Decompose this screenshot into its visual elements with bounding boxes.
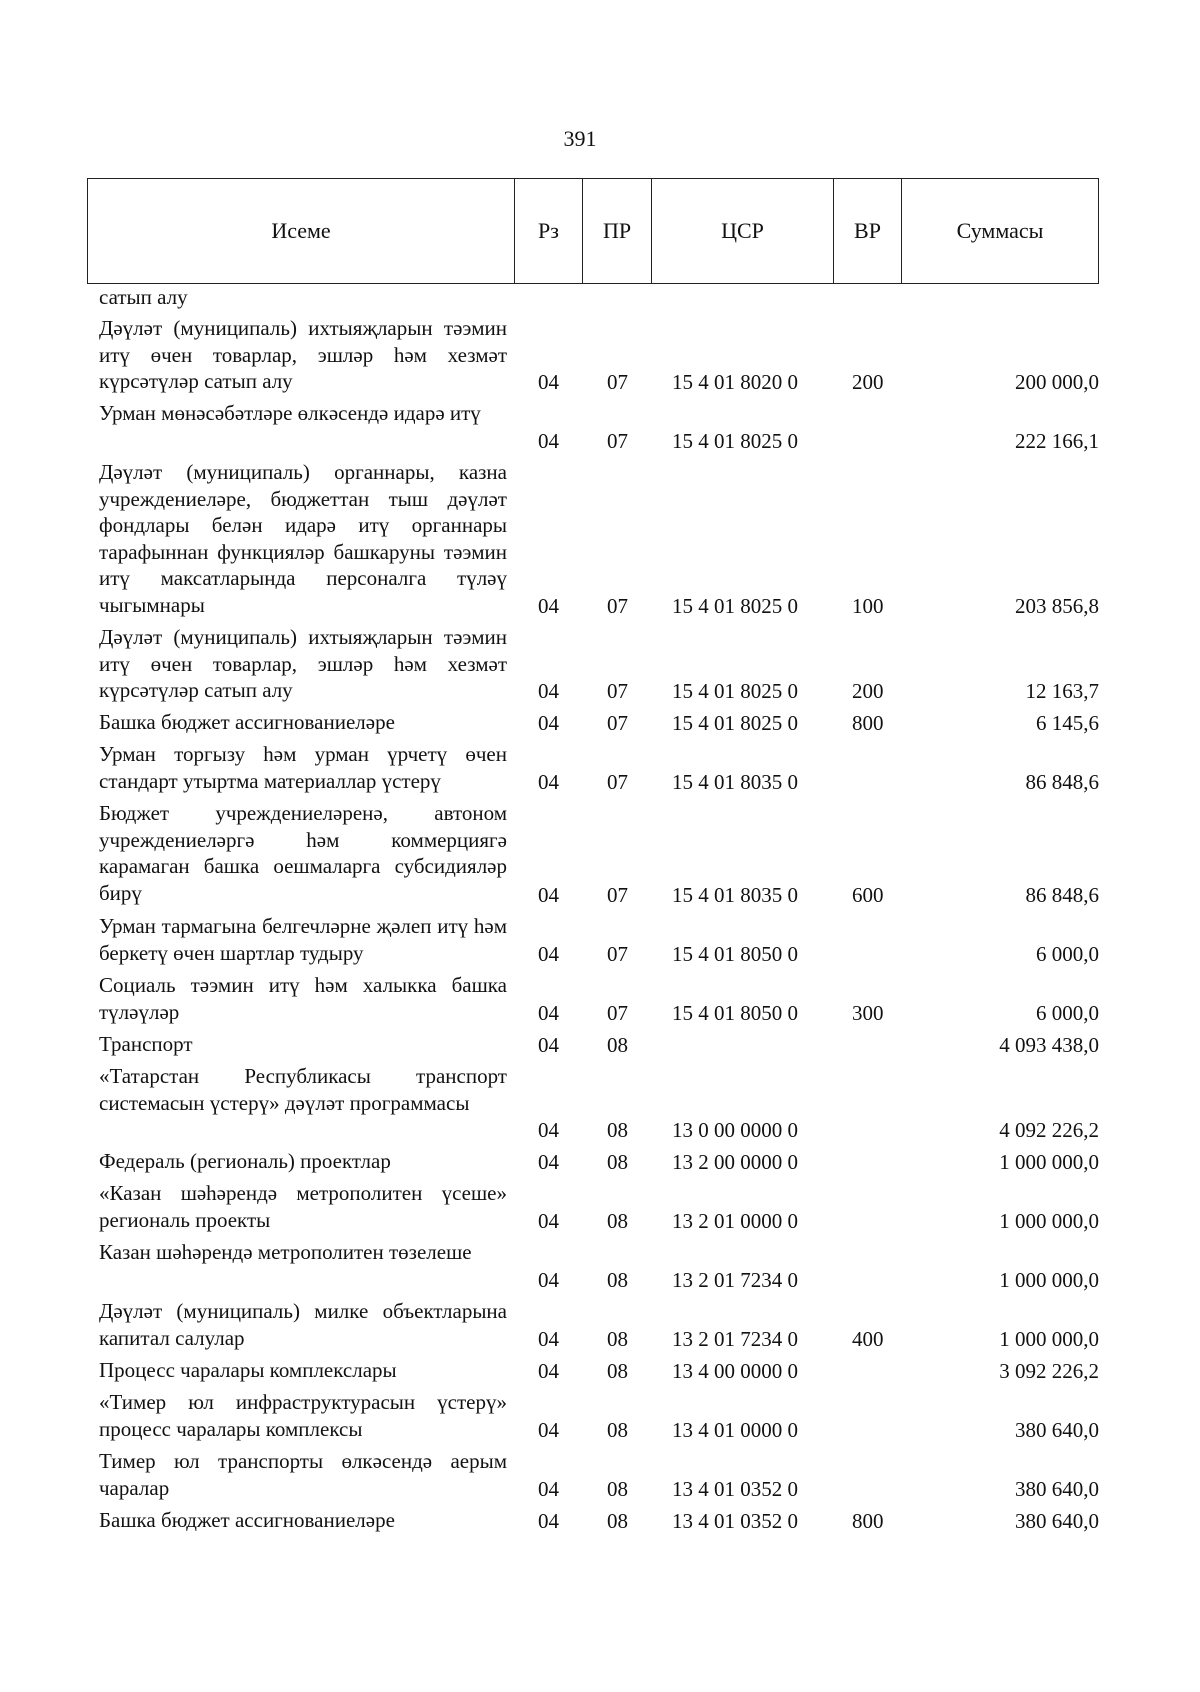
row-csr: 15 4 01 8035 0	[672, 769, 798, 794]
row-pr: 08	[607, 1476, 628, 1501]
table-row	[0, 624, 1200, 704]
table-row	[0, 315, 1200, 395]
row-sum: 380 640,0	[1015, 1417, 1099, 1442]
header-vr: ВР	[834, 179, 902, 283]
table-row	[0, 284, 1200, 310]
row-pr: 07	[607, 428, 628, 453]
table-row	[0, 1298, 1200, 1352]
row-pr: 08	[607, 1267, 628, 1292]
row-csr: 13 0 00 0000 0	[672, 1117, 798, 1142]
row-vr: 300	[852, 1000, 884, 1025]
row-pr: 08	[607, 1117, 628, 1142]
row-name: «Татарстан Республикасы транспорт системасын үстерү» дәүләт программасы	[99, 1064, 507, 1115]
header-sum: Суммасы	[956, 218, 1044, 243]
row-sum: 86 848,6	[1025, 882, 1099, 907]
row-name: «Тимер юл инфраструктурасын үстерү» процесс чаралары комплексы	[99, 1390, 507, 1441]
row-sum: 6 000,0	[1036, 941, 1099, 966]
row-sum: 1 000 000,0	[999, 1208, 1099, 1233]
row-pr: 07	[607, 678, 628, 703]
row-name: Урман торгызу һәм урман үрчетү өчен стандарт утыртма материаллар үстерү	[99, 742, 507, 793]
row-pr: 08	[607, 1417, 628, 1442]
row-rz: 04	[538, 769, 559, 794]
row-csr: 13 4 01 0000 0	[672, 1417, 798, 1442]
row-rz: 04	[538, 428, 559, 453]
row-rz: 04	[538, 1032, 559, 1057]
table-row	[0, 1239, 1200, 1293]
row-name: Дәүләт (муниципаль) ихтыяҗларын тәэмин итү өчен товарлар, эшләр һәм хезмәт күрсәтүләр сатып алу	[99, 625, 507, 702]
row-rz: 04	[538, 593, 559, 618]
row-rz: 04	[538, 882, 559, 907]
row-vr: 400	[852, 1326, 884, 1351]
row-rz: 04	[538, 1358, 559, 1383]
row-name: Бюджет учреждениеләренә, автоном учреждениеләргә һәм коммерциягә карамаган башка оешмаларга субсидияләр бирү	[99, 801, 507, 905]
row-csr: 13 2 01 7234 0	[672, 1326, 798, 1351]
table-row	[0, 1063, 1200, 1143]
row-sum: 380 640,0	[1015, 1508, 1099, 1533]
row-name: Дәүләт (муниципаль) ихтыяҗларын тәэмин итү өчен товарлар, эшләр һәм хезмәт күрсәтүләр сатып алу	[99, 316, 507, 393]
row-sum: 6 000,0	[1036, 1000, 1099, 1025]
row-rz: 04	[538, 1000, 559, 1025]
row-csr: 13 2 00 0000 0	[672, 1149, 798, 1174]
row-sum: 1 000 000,0	[999, 1149, 1099, 1174]
row-csr: 15 4 01 8020 0	[672, 369, 798, 394]
row-name: Башка бюджет ассигнованиеләре	[99, 710, 395, 734]
row-pr: 07	[607, 710, 628, 735]
row-csr: 15 4 01 8025 0	[672, 593, 798, 618]
table-row	[0, 1148, 1200, 1175]
row-vr: 800	[852, 1508, 884, 1533]
table-row	[0, 1357, 1200, 1384]
table-row	[0, 709, 1200, 736]
table-row	[0, 1180, 1200, 1234]
row-rz: 04	[538, 1326, 559, 1351]
table-row	[0, 400, 1200, 454]
row-vr: 800	[852, 710, 884, 735]
table-row	[0, 459, 1200, 619]
row-sum: 6 145,6	[1036, 710, 1099, 735]
row-pr: 08	[607, 1326, 628, 1351]
row-sum: 222 166,1	[1015, 428, 1099, 453]
row-rz: 04	[538, 1417, 559, 1442]
row-sum: 3 092 226,2	[999, 1358, 1099, 1383]
table-row	[0, 1389, 1200, 1443]
row-pr: 07	[607, 593, 628, 618]
header-csr: ЦСР	[652, 179, 834, 283]
row-name: «Казан шәһәрендә метрополитен үсеше» региональ проекты	[99, 1181, 507, 1232]
row-vr: 600	[852, 882, 884, 907]
row-vr: 100	[852, 593, 884, 618]
table-row	[0, 1507, 1200, 1534]
row-sum: 4 093 438,0	[999, 1032, 1099, 1057]
header-rz: Рз	[515, 179, 583, 283]
row-sum: 203 856,8	[1015, 593, 1099, 618]
row-csr: 13 4 00 0000 0	[672, 1358, 798, 1383]
row-csr: 13 4 01 0352 0	[672, 1476, 798, 1501]
table-row	[0, 800, 1200, 908]
row-name: Дәүләт (муниципаль) милке объектларына капитал салулар	[99, 1299, 507, 1350]
row-rz: 04	[538, 369, 559, 394]
row-name: Процесс чаралары комплекслары	[99, 1358, 397, 1382]
row-name: Казан шәһәрендә метрополитен төзелеше	[99, 1240, 472, 1264]
row-pr: 08	[607, 1149, 628, 1174]
row-rz: 04	[538, 1508, 559, 1533]
row-csr: 15 4 01 8050 0	[672, 1000, 798, 1025]
row-rz: 04	[538, 1476, 559, 1501]
row-sum: 200 000,0	[1015, 369, 1099, 394]
row-vr: 200	[852, 369, 884, 394]
row-rz: 04	[538, 678, 559, 703]
row-sum: 1 000 000,0	[999, 1326, 1099, 1351]
row-name: Тимер юл транспорты өлкәсендә аерым чаралар	[99, 1449, 507, 1500]
row-name: Урман тармагына белгечләрне җәлеп итү һәм беркетү өчен шартлар тудыру	[99, 914, 507, 965]
row-pr: 07	[607, 369, 628, 394]
row-name: Федераль (региональ) проектлар	[99, 1149, 391, 1173]
table-header	[87, 178, 1099, 284]
row-sum: 1 000 000,0	[999, 1267, 1099, 1292]
row-sum: 380 640,0	[1015, 1476, 1099, 1501]
row-name: Урман мөнәсәбәтләре өлкәсендә идарә итү	[99, 401, 481, 425]
row-pr: 08	[607, 1508, 628, 1533]
table-row	[0, 1448, 1200, 1502]
page-number: 391	[563, 126, 597, 151]
row-pr: 07	[607, 882, 628, 907]
row-name: Социаль тәэмин итү һәм халыкка башка түләүләр	[99, 973, 507, 1024]
row-rz: 04	[538, 941, 559, 966]
row-csr: 15 4 01 8050 0	[672, 941, 798, 966]
row-vr: 200	[852, 678, 884, 703]
row-csr: 15 4 01 8025 0	[672, 710, 798, 735]
table-row	[0, 741, 1200, 795]
row-sum: 12 163,7	[1025, 678, 1099, 703]
row-name: Транспорт	[99, 1032, 193, 1056]
row-rz: 04	[538, 710, 559, 735]
row-csr: 13 2 01 0000 0	[672, 1208, 798, 1233]
row-csr: 13 2 01 7234 0	[672, 1267, 798, 1292]
row-name: сатып алу	[99, 285, 188, 309]
header-pr: ПР	[583, 179, 652, 283]
row-pr: 07	[607, 941, 628, 966]
row-rz: 04	[538, 1208, 559, 1233]
row-sum: 86 848,6	[1025, 769, 1099, 794]
row-csr: 15 4 01 8035 0	[672, 882, 798, 907]
row-sum: 4 092 226,2	[999, 1117, 1099, 1142]
table-row	[0, 913, 1200, 967]
row-name: Дәүләт (муниципаль) органнары, казна учреждениеләре, бюджеттан тыш дәүләт фондлары белән идарә итү органнары тарафыннан функцияләр башкаруны тәэмин итү максатларында персоналга түләү чыгымнары	[99, 460, 507, 617]
row-csr: 13 4 01 0352 0	[672, 1508, 798, 1533]
row-pr: 07	[607, 769, 628, 794]
table-row	[0, 972, 1200, 1026]
row-rz: 04	[538, 1117, 559, 1142]
row-rz: 04	[538, 1267, 559, 1292]
table-row	[0, 1031, 1200, 1058]
header-name: Исеме	[88, 179, 515, 283]
row-pr: 08	[607, 1032, 628, 1057]
row-pr: 08	[607, 1358, 628, 1383]
row-pr: 07	[607, 1000, 628, 1025]
row-rz: 04	[538, 1149, 559, 1174]
row-pr: 08	[607, 1208, 628, 1233]
row-csr: 15 4 01 8025 0	[672, 428, 798, 453]
row-csr: 15 4 01 8025 0	[672, 678, 798, 703]
row-name: Башка бюджет ассигнованиеләре	[99, 1508, 395, 1532]
